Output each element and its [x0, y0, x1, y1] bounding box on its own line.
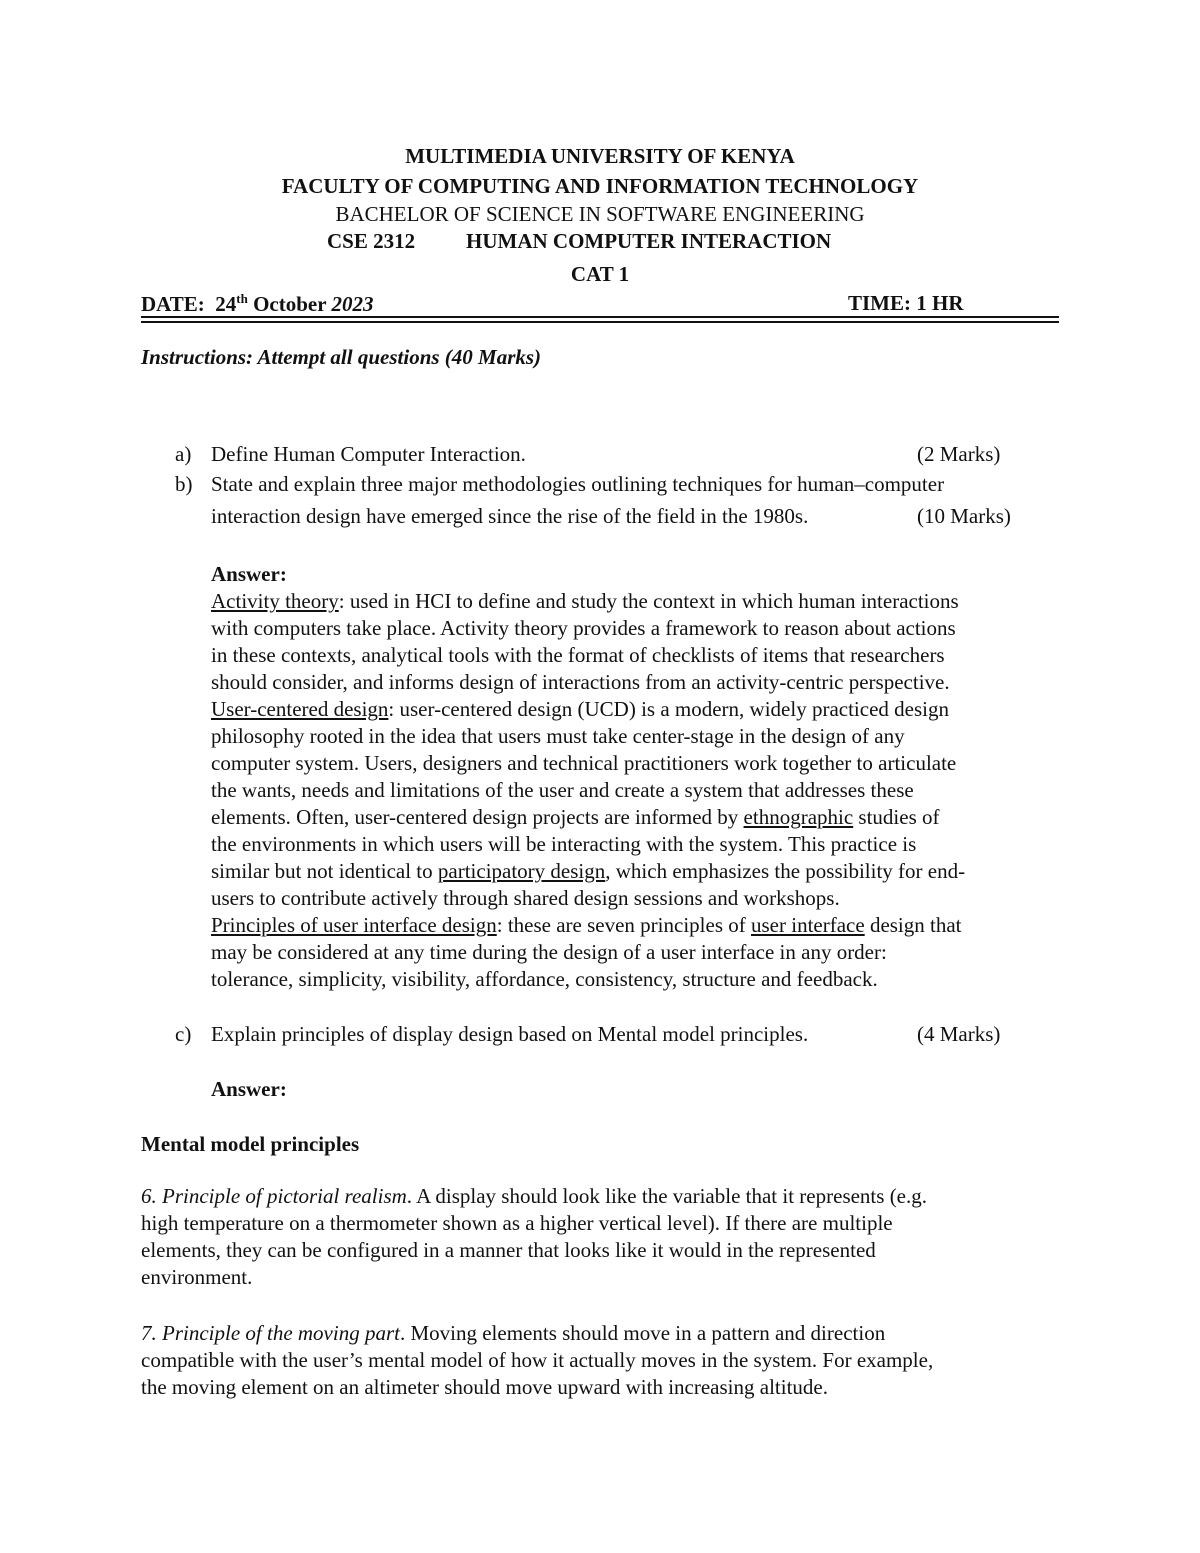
- answer-c-heading: Answer:: [211, 1077, 287, 1101]
- principle-6-title: 6. Principle of pictorial realism: [141, 1184, 407, 1208]
- principle-7-line-3: the moving element on an altimeter should move upward with increasing altitude.: [141, 1375, 828, 1399]
- principle-7-line-2: compatible with the user’s mental model of how it actually moves in the system. For example,: [141, 1348, 934, 1372]
- principle-7: [141, 1320, 933, 1401]
- pui-term: Principles of user interface design: [211, 913, 497, 937]
- instructions: Instructions: Attempt all questions (40 Marks): [141, 345, 542, 369]
- principle-6: [141, 1183, 927, 1291]
- question-a-marks: (2 Marks): [917, 442, 1001, 466]
- principle-6-line-1: 6. Principle of pictorial realism. A display should look like the variable that it represents (e.g.: [141, 1184, 928, 1208]
- course-code: CSE 2312: [327, 229, 416, 253]
- course-title: HUMAN COMPUTER INTERACTION: [466, 229, 832, 253]
- principle-6-line-3: elements, they can be configured in a manner that looks like it would in the represented: [141, 1238, 876, 1262]
- ucd-line-8: users to contribute actively through shared design sessions and workshops.: [211, 886, 840, 910]
- date-year: 2023: [331, 292, 374, 316]
- exam-title: CAT 1: [570, 262, 630, 286]
- question-b-line1: State and explain three major methodologies outlining techniques for human–computer: [211, 472, 945, 496]
- ucd-line-3: computer system. Users, designers and technical practitioners work together to articulate: [211, 751, 957, 775]
- pui-line-3: tolerance, simplicity, visibility, affordance, consistency, structure and feedback.: [211, 967, 878, 991]
- principle-7-title: 7. Principle of the moving part: [141, 1321, 400, 1345]
- activity-line-2: with computers take place. Activity theory provides a framework to reason about actions: [211, 616, 956, 640]
- exam-date: [141, 291, 373, 317]
- ucd-term: User-centered design: [211, 697, 389, 721]
- ethnographic-link[interactable]: ethnographic: [743, 805, 854, 829]
- pui-line-1: Principles of user interface design: these are seven principles of user interface design that: [211, 913, 962, 937]
- principle-7-line-1: 7. Principle of the moving part. Moving elements should move in a pattern and direction: [141, 1321, 886, 1345]
- faculty-name: FACULTY OF COMPUTING AND INFORMATION TECHNOLOGY: [281, 174, 919, 198]
- question-b-line2: interaction design have emerged since the rise of the field in the 1980s.: [211, 504, 809, 528]
- activity-line-3: in these contexts, analytical tools with the format of checklists of items that researchers: [211, 643, 945, 667]
- participatory-design-link[interactable]: participatory design: [437, 859, 606, 883]
- question-c-label: c): [175, 1022, 192, 1046]
- date-label: DATE:: [141, 292, 205, 316]
- ucd-line-6: the environments in which users will be interacting with the system. This practice is: [211, 832, 917, 856]
- header-rule-top: [141, 316, 1059, 318]
- date-month: October: [253, 292, 327, 316]
- ucd-line-2: philosophy rooted in the idea that users must take center-stage in the design of any: [211, 724, 905, 748]
- exam-time: TIME: 1 HR: [848, 291, 964, 315]
- date-suffix: th: [236, 291, 248, 306]
- principle-6-line-2: high temperature on a thermometer shown as a higher vertical level). If there are multiple: [141, 1211, 893, 1235]
- program-name: BACHELOR OF SCIENCE IN SOFTWARE ENGINEERING: [335, 202, 865, 226]
- question-a-label: a): [175, 442, 192, 466]
- answer-b-heading: Answer:: [211, 562, 287, 586]
- pui-line-2: may be considered at any time during the design of a user interface in any order:: [211, 940, 887, 964]
- date-day: 24: [215, 292, 237, 316]
- user-interface-link[interactable]: user interface: [751, 913, 865, 937]
- mental-model-heading: Mental model principles: [141, 1132, 360, 1156]
- question-c-text: Explain principles of display design based on Mental model principles.: [211, 1022, 809, 1046]
- question-b-marks: (10 Marks): [917, 504, 1011, 528]
- activity-line-1: Activity theory: used in HCI to define and study the context in which human interactions: [211, 589, 959, 613]
- ucd-line-4: the wants, needs and limitations of the user and create a system that addresses these: [211, 778, 914, 802]
- ucd-line-1: User-centered design: user-centered design (UCD) is a modern, widely practiced design: [211, 697, 949, 721]
- ucd-line-7: similar but not identical to participatory design, which emphasizes the possibility for end-: [211, 859, 966, 883]
- answer-b-body: [211, 588, 965, 993]
- principle-6-line-4: environment.: [141, 1265, 253, 1289]
- question-a-text: Define Human Computer Interaction.: [211, 442, 526, 466]
- header-rule-bottom: [141, 321, 1059, 323]
- activity-theory-term: Activity theory: [211, 589, 339, 613]
- ucd-line-5: elements. Often, user-centered design projects are informed by ethnographic studies of: [211, 805, 940, 829]
- activity-line-4: should consider, and informs design of interactions from an activity-centric perspective.: [211, 670, 950, 694]
- university-name: MULTIMEDIA UNIVERSITY OF KENYA: [405, 144, 795, 168]
- question-c-marks: (4 Marks): [917, 1022, 1001, 1046]
- question-b-label: b): [175, 472, 193, 496]
